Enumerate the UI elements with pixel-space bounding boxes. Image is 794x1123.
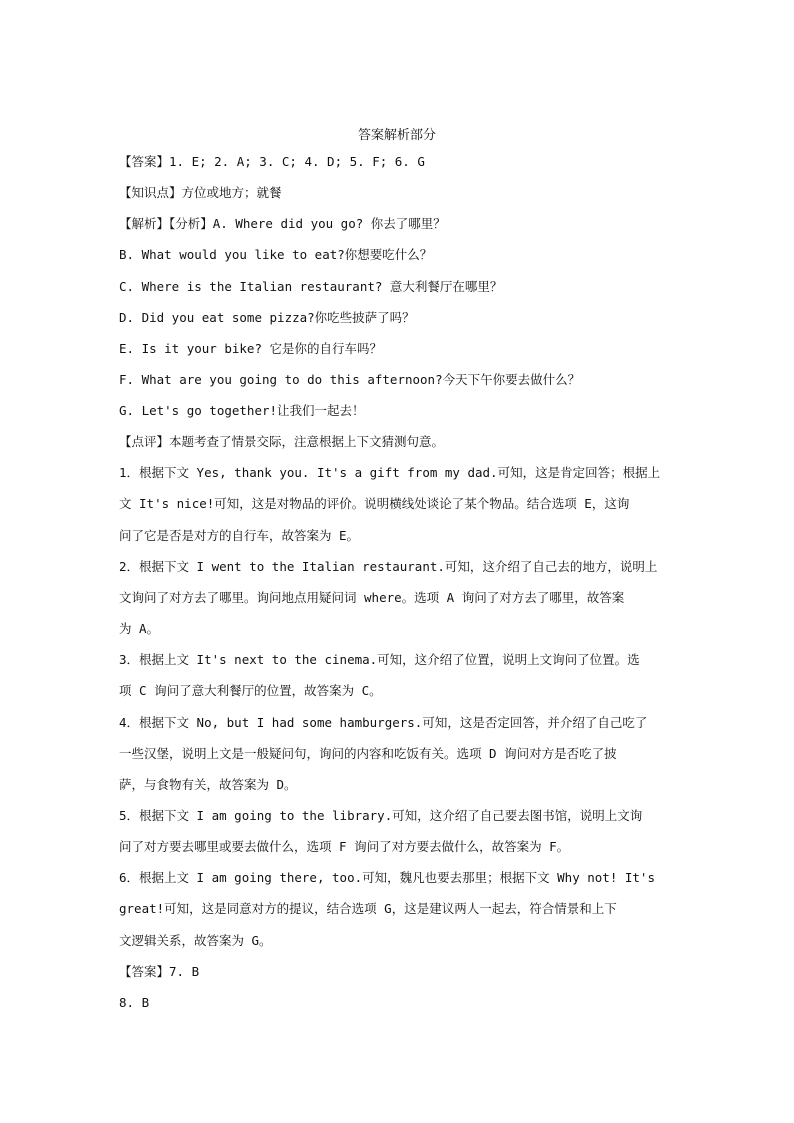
text-line: 6．根据上文 I am going there, too.可知，魏凡也要去那里；根据下文 Why not! It's [119,870,655,885]
text-line: 一些汉堡，说明上文是一般疑问句，询问的内容和吃饭有关。选项 D 询问对方是否吃了披 [119,746,617,761]
text-line: F. What are you going to do this afternoon?今天下午你要去做什么？ [119,372,581,387]
text-line: 为 A。 [119,621,160,636]
text-line: E. Is it your bike? 它是你的自行车吗？ [119,341,383,356]
section-title: 答案解析部分 [357,128,436,143]
text-line: 8. B [119,995,150,1010]
text-line: 【答案】7. B [119,964,200,979]
text-line: 4．根据下文 No, but I had some hamburgers.可知，这是否定回答，并介绍了自己吃了 [119,715,648,730]
text-line: 萨，与食物有关，故答案为 D。 [119,777,297,792]
text-line: 问了它是否是对方的自行车，故答案为 E。 [119,528,360,543]
text-line: 文 It's nice!可知，这是对物品的评价。说明横线处谈论了某个物品。结合选项 E，这询 [119,496,630,511]
text-line: 【解析】【分析】A. Where did you go? 你去了哪里？ [119,216,446,231]
text-line: 2．根据下文 I went to the Italian restaurant.可知，这介绍了自己去的地方，说明上 [119,559,658,574]
text-line: 3．根据上文 It's next to the cinema.可知，这介绍了位置，说明上文询问了位置。选 [119,652,640,667]
text-line: 【点评】本题考查了情景交际，注意根据上下文猜测句意。 [119,434,445,449]
text-line: 项 C 询问了意大利餐厅的位置，故答案为 C。 [119,683,382,698]
text-line: 5．根据下文 I am going to the library.可知，这介绍了自己要去图书馆，说明上文询 [119,808,643,823]
text-line: 1．根据下文 Yes, thank you. It's a gift from my dad.可知，这是肯定回答；根据上 [119,465,661,480]
text-line: 文询问了对方去了哪里。询问地点用疑问词 where。选项 A 询问了对方去了哪里，故答案 [119,590,625,605]
text-line: G. Let's go together!让我们一起去！ [119,403,365,418]
text-line: great!可知，这是同意对方的提议，结合选项 G，这是建议两人一起去，符合情景和上下 [119,901,617,916]
text-line: 【答案】1. E; 2. A; 3. C; 4. D; 5. F; 6. G [119,154,425,169]
text-line: 【知识点】方位或地方；就餐 [119,185,282,200]
text-line: 问了对方要去哪里或要去做什么，选项 F 询问了对方要去做什么，故答案为 F。 [119,839,570,854]
text-line: B. What would you like to eat?你想要吃什么？ [119,247,433,262]
text-line: D. Did you eat some pizza?你吃些披萨了吗？ [119,310,415,325]
text-line: 文逻辑关系，故答案为 G。 [119,933,272,948]
text-line: C. Where is the Italian restaurant? 意大利餐厅在哪里？ [119,279,503,294]
